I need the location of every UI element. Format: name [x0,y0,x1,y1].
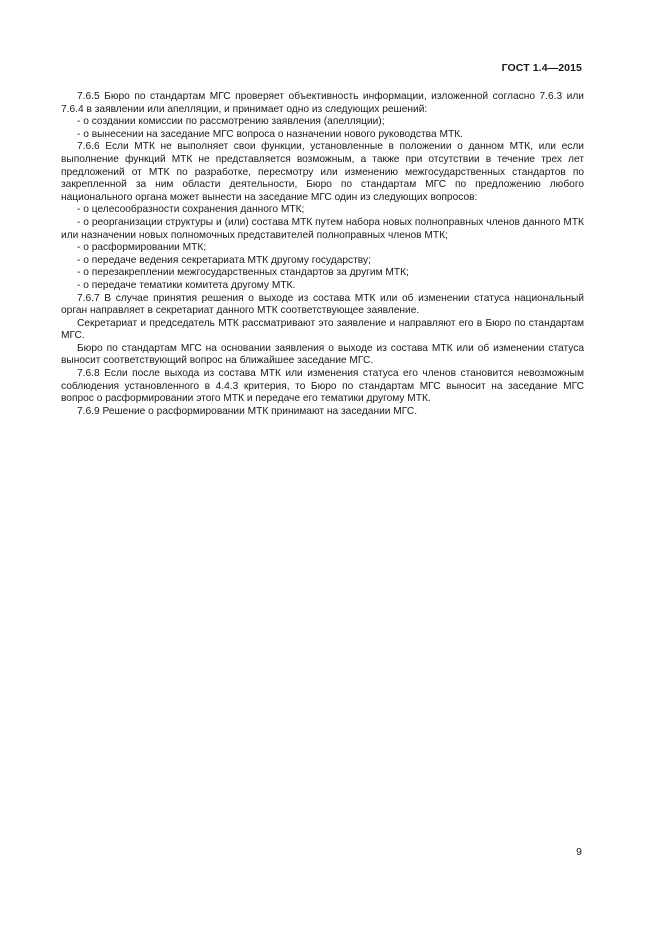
list-item: - о создании комиссии по рассмотрению заявления (апелляции); [77,116,385,128]
paragraph: Секретариат и председатель МТК рассматривают это заявление и направляют его в Бюро по стандартам МГС. [61,317,584,342]
clause-7-6-5: 7.6.5 Бюро по стандартам МГС проверяет объективность информации, изложенной согласно 7.6.3 или 7.6.4 в заявлении или апелляции, и принимает одно из следующих решений: [61,91,584,115]
document-body [61,91,584,418]
paragraph: Бюро по стандартам МГС на основании заявления о выходе из состава МТК или об изменении статуса выносит соответствующий вопрос на ближайшее заседание МГС. [61,342,584,367]
list-item: - о передаче ведения секретариата МТК другому государству; [77,254,371,266]
page-number: 9 [576,846,582,858]
list-item: - о перезакреплении межгосударственных стандартов за другим МТК; [77,267,409,279]
list-item: - о целесообразности сохранения данного МТК; [77,204,305,216]
clause-7-6-6: 7.6.6 Если МТК не выполняет свои функции, установленные в положении о данном МТК, или если выполнение функций МТК не представляется возможным, а также при отсутствии в течение трех лет предложений от МТК по разработке, пересмотру или изменению межгосударственных стандартов по закрепленной за ним области деятельности, Бюро по стандартам МГС по предложению любого национального органа может вынести на заседание МГС один из следующих вопросов: [61,141,584,203]
clause-7-6-8: 7.6.8 Если после выхода из состава МТК или изменения статуса его членов становится невозможным соблюдения установленного в 4.4.3 критерия, то Бюро по стандартам МГС выносит на заседание МГС вопрос о расформировании этого МТК и передаче его тематики другому МТК. [61,368,584,405]
list-item: - о расформировании МТК; [77,242,207,254]
clause-7-6-9: 7.6.9 Решение о расформировании МТК принимают на заседании МГС. [77,405,418,417]
document-header: ГОСТ 1.4—2015 [501,62,582,74]
clause-7-6-7: 7.6.7 В случае принятия решения о выходе из состава МТК или об изменении статуса национальный орган направляет в секретариат данного МТК соответствующее заявление. [61,292,584,317]
list-item: - о реорганизации структуры и (или) состава МТК путем набора новых полноправных членов данного МТК или назначении новых полномочных представителей полноправных членов МТК; [61,216,584,241]
list-item: - о передаче тематики комитета другому МТК. [77,279,296,291]
list-item: - о вынесении на заседание МГС вопроса о назначении нового руководства МТК. [77,128,463,140]
